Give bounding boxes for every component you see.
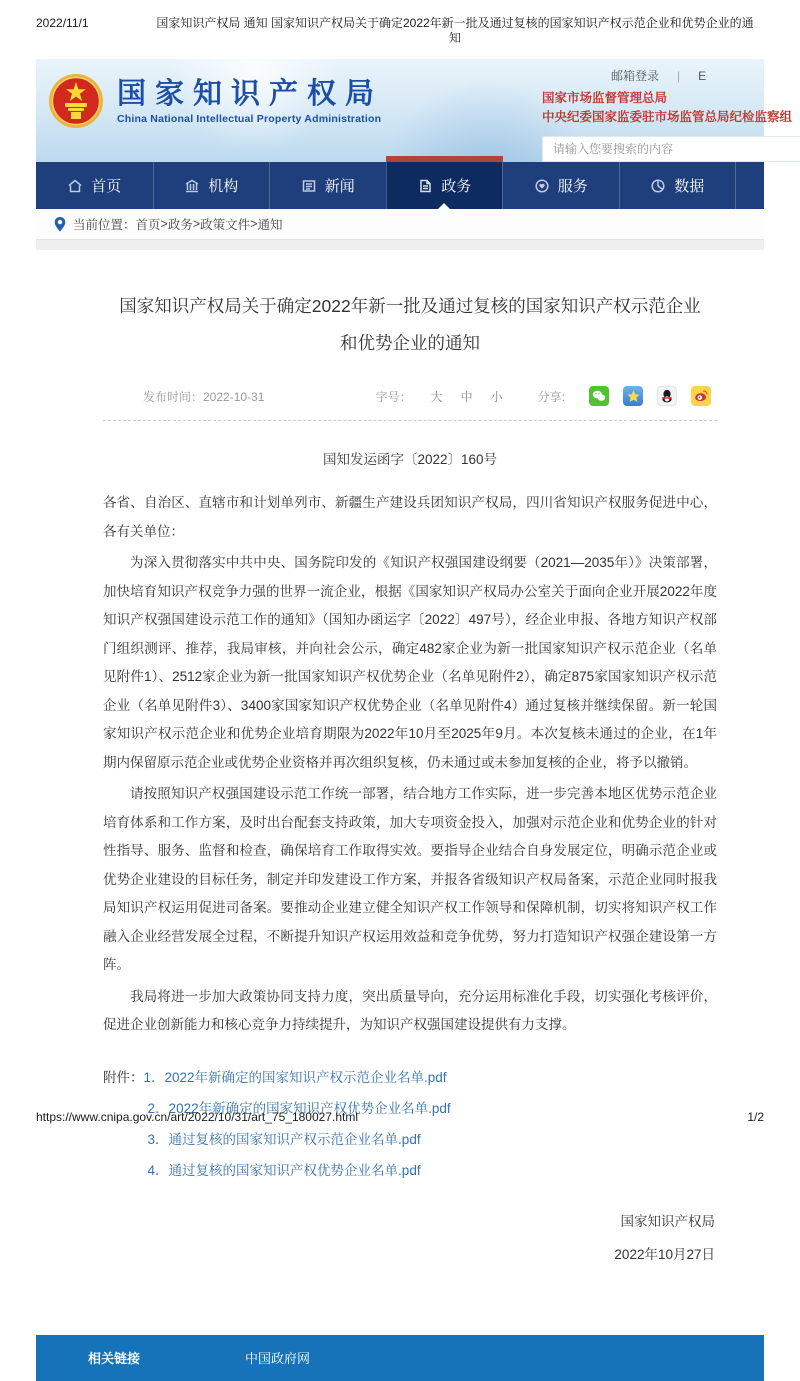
mail-login-link[interactable]: 邮箱登录 (611, 69, 660, 83)
print-url: https://www.cnipa.gov.cn/art/2022/10/31/art_75_180027.html (36, 1110, 358, 1124)
signature-org: 国家知识产权局 (620, 1213, 715, 1229)
service-icon (534, 178, 550, 194)
font-size-large-button[interactable]: 大 (430, 389, 443, 404)
font-size-label: 字号： (375, 389, 412, 404)
gov-cn-link[interactable]: 中国政府网 (245, 1351, 311, 1366)
attachment-link-1[interactable]: 1．2022年新确定的国家知识产权示范企业名单.pdf (143, 1069, 447, 1085)
location-pin-icon (54, 217, 66, 232)
nav-item-government-affairs[interactable]: 政务 (386, 162, 503, 209)
national-emblem-icon (48, 73, 104, 129)
addressee-line: 各省、自治区、直辖市和计划单列市、新疆生产建设兵团知识产权局，四川省知识产权服务促进中心，各有关单位： (103, 495, 717, 539)
font-size-small-button[interactable]: 小 (490, 389, 503, 404)
breadcrumb: 当前位置： 首页 > 政务 > 政策文件 > 通知 (36, 209, 764, 239)
home-icon (67, 178, 83, 194)
print-page-number: 1/2 (747, 1110, 764, 1124)
wechat-icon[interactable] (589, 386, 609, 406)
samr-link[interactable]: 国家市场监督管理总局 (542, 91, 668, 105)
search-input[interactable] (542, 136, 800, 162)
related-agency-links (542, 89, 800, 127)
paragraph-2: 请按照知识产权强国建设示范工作统一部署，结合地方工作实际，进一步完善本地区优势示范企业培育体系和工作方案，及时出台配套支持政策，加大专项资金投入，加强对示范企业和优势企业的针对性指导、服务、监督和检查，确保培育工作取得实效。要指导企业结合自身发展定位，明确示范企业或优势企业建设的目标任务，制定并印发建设工作方案，并报各省级知识产权局备案，示范企业同时报我局知识产权运用促进司备案。要推动企业建立健全知识产权工作领导和保障机制，切实将知识产权工作融入企业经营发展全过程，不断提升知识产权运用效益和竞争优势，努力打造知识产权强企建设第一方阵。 (103, 786, 717, 972)
data-icon (650, 178, 666, 194)
nav-filler (735, 162, 764, 209)
article-meta (103, 386, 717, 421)
utility-divider: | (677, 69, 681, 83)
share-label: 分享: (537, 389, 565, 404)
site-header-banner (36, 59, 793, 162)
divider-strip (36, 239, 764, 250)
main-navigation (36, 162, 764, 209)
breadcrumb-label: 当前位置： (73, 218, 136, 232)
institution-icon (184, 178, 200, 194)
related-links-label: 相关链接 (88, 1351, 141, 1366)
footer-bar (36, 1335, 764, 1381)
nav-item-institution[interactable]: 机构 (153, 162, 270, 209)
site-logo-link[interactable] (48, 73, 383, 129)
government-affairs-icon (417, 178, 433, 194)
paragraph-3: 我局将进一步加大政策协同支持力度，突出质量导向，充分运用标准化手段，切实强化考核评价，促进企业创新能力和核心竞争力持续提升，为知识产权强国建设提供有力支撑。 (103, 988, 717, 1032)
signature-date: 2022年10月27日 (614, 1246, 715, 1262)
nav-item-data[interactable]: 数据 (619, 162, 736, 209)
breadcrumb-item-zhengwu[interactable]: 政务 (167, 218, 193, 232)
site-name-english: China National Intellectual Property Administration (117, 112, 382, 125)
print-header (0, 0, 800, 52)
publish-time: 发布时间：2022-10-31 (143, 389, 265, 404)
nav-item-home[interactable]: 首页 (36, 162, 153, 209)
breadcrumb-item-policy-files[interactable]: 政策文件 (200, 218, 251, 232)
english-link[interactable]: E (698, 69, 707, 83)
nav-item-news[interactable]: 新闻 (269, 162, 386, 209)
attachment-link-4[interactable]: 4．通过复核的国家知识产权优势企业名单.pdf (147, 1162, 421, 1178)
header-utility-links (611, 67, 800, 84)
attachment-link-2[interactable]: 2．2022年新确定的国家知识产权优势企业名单.pdf (147, 1100, 451, 1116)
print-footer (0, 1110, 800, 1124)
attachments-label: 附件： (103, 1069, 144, 1085)
qq-icon[interactable] (657, 386, 677, 406)
attachment-link-3[interactable]: 3．通过复核的国家知识产权示范企业名单.pdf (147, 1131, 421, 1147)
qzone-icon[interactable] (623, 386, 643, 406)
weibo-icon[interactable] (691, 386, 711, 406)
article (36, 250, 764, 1291)
breadcrumb-item-notice[interactable]: 通知 (257, 218, 283, 232)
paragraph-1: 为深入贯彻落实中共中央、国务院印发的《知识产权强国建设纲要（2021—2035年）》决策部署，加快培育知识产权竞争力强的世界一流企业，根据《国家知识产权局办公室关于面向企业开展2022年度知识产权强国建设示范工作的通知》（国知办函运字〔2022〕497号），经企业申报、各地方知识产权部门组织测评、推荐，我局审核，并向社会公示，确定482家企业为新一批国家知识产权示范企业（名单见附件1）、2512家企业为新一批国家知识产权优势企业（名单见附件2），确定875家国家知识产权示范企业（名单见附件3）、3400家国家知识产权优势企业（名单见附件4）通过复核并继续保留。新一轮国家知识产权示范企业和优势企业培育期限为2022年10月至2025年9月。本次复核未通过的企业，在1年期内保留原示范企业或优势企业资格并再次组织复核，仍未通过或未参加复核的企业，将予以撤销。 (103, 555, 717, 770)
print-page-title: 国家知识产权局 通知 国家知识产权局关于确定2022年新一批及通过复核的国家知识产权示范企业和优势企业的通知 (156, 16, 754, 45)
nav-item-service[interactable]: 服务 (502, 162, 619, 209)
discipline-inspection-link[interactable]: 中央纪委国家监委驻市场监管总局纪检监察组 (542, 110, 793, 124)
site-name: 国家知识产权局 (117, 77, 384, 110)
breadcrumb-item-home[interactable]: 首页 (135, 218, 161, 232)
news-icon (301, 178, 317, 194)
document-number: 国知发运函字〔2022〕160号 (322, 452, 498, 467)
article-title: 国家知识产权局关于确定2022年新一批及通过复核的国家知识产权示范企业和优势企业的通知 (119, 296, 701, 353)
font-size-medium-button[interactable]: 中 (460, 389, 473, 404)
print-date: 2022/11/1 (36, 16, 89, 30)
signature-block (103, 1210, 717, 1263)
